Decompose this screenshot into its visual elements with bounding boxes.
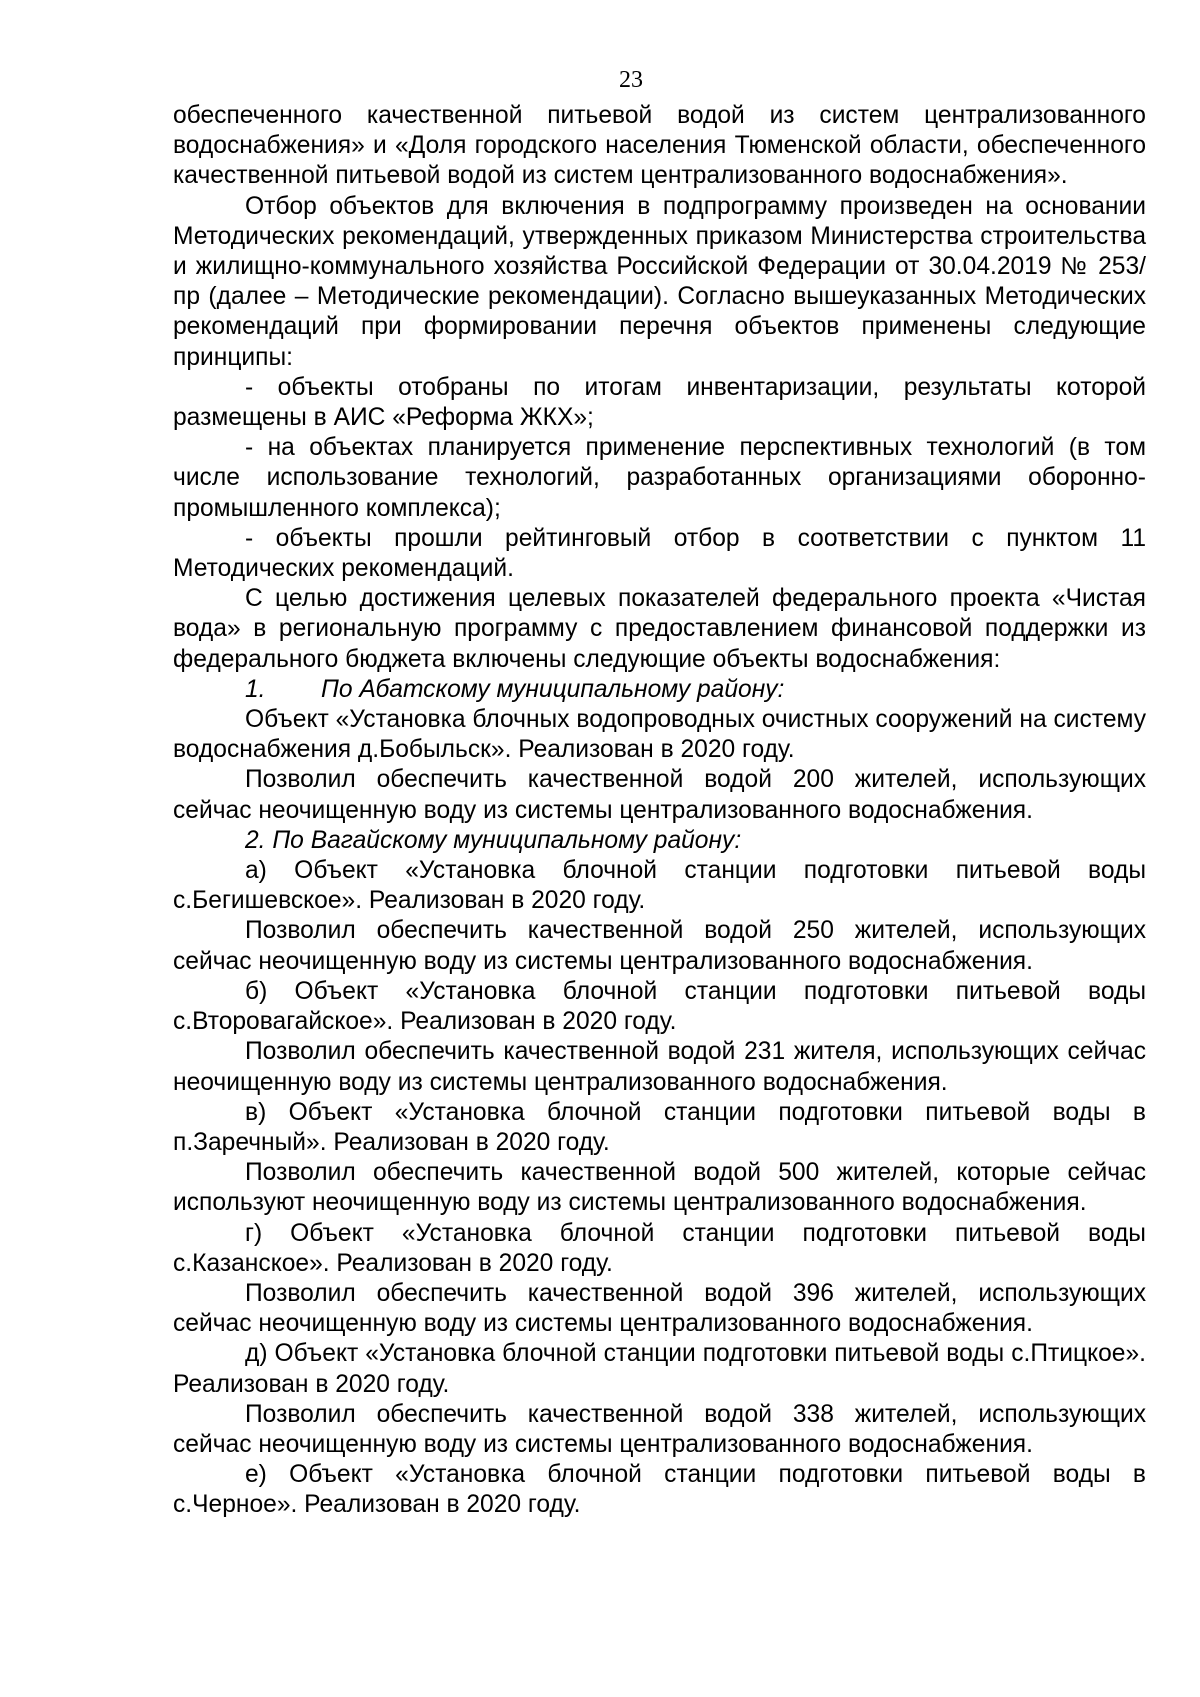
district-heading: По Вагайскому муниципальному району:	[272, 826, 742, 854]
list-number: 1.	[245, 675, 266, 703]
paragraph: Позволил обеспечить качественной водой 396 жителей, использующих сейчас неочищенную воду из системы централизованного водоснабжения.	[173, 1279, 1146, 1338]
paragraph: а) Объект «Установка блочной станции подготовки питьевой воды с.Бегишевское». Реализован в 2020 году.	[173, 857, 1146, 915]
paragraph: б) Объект «Установка блочной станции подготовки питьевой воды с.Второвагайское». Реализован в 2020 году.	[173, 977, 1146, 1036]
list-bullet-paragraph: - на объектах планируется применение перспективных технологий (в том числе использование технологий, разработанных организациями оборонно-промышленного комплекса);	[173, 434, 1146, 522]
page-number: 23	[619, 67, 643, 93]
paragraph: Позволил обеспечить качественной водой 200 жителей, использующих сейчас неочищенную воду из системы централизованного водоснабжения.	[173, 766, 1146, 824]
paragraph: г) Объект «Установка блочной станции подготовки питьевой воды с.Казанское». Реализован в 2020 году.	[173, 1219, 1146, 1277]
list-bullet-paragraph: - объекты отобраны по итогам инвентаризации, результаты которой размещены в АИС «Реформа ЖКХ»;	[173, 373, 1146, 432]
paragraph: е) Объект «Установка блочной станции подготовки питьевой воды в с.Черное». Реализован в 2020 году.	[173, 1461, 1146, 1519]
paragraph: Объект «Установка блочных водопроводных очистных сооружений на систему водоснабжения д.Бобыльск». Реализован в 2020 году.	[173, 706, 1146, 764]
paragraph: в) Объект «Установка блочной станции подготовки питьевой воды в п.Заречный». Реализован в 2020 году.	[173, 1098, 1146, 1156]
paragraph: Позволил обеспечить качественной водой 250 жителей, использующих сейчас неочищенную воду из системы централизованного водоснабжения.	[173, 917, 1146, 975]
document-body	[173, 101, 1146, 1521]
paragraph: Позволил обеспечить качественной водой 338 жителей, использующих сейчас неочищенную воду из системы централизованного водоснабжения.	[173, 1400, 1146, 1458]
district-heading: По Абатскому муниципальному району:	[321, 675, 785, 703]
paragraph: Позволил обеспечить качественной водой 231 жителя, использующих сейчас неочищенную воду из системы централизованного водоснабжения.	[173, 1038, 1146, 1096]
numbered-heading	[173, 826, 1146, 856]
paragraph: Позволил обеспечить качественной водой 500 жителей, которые сейчас используют неочищенную воду из системы централизованного водоснабжения.	[173, 1159, 1146, 1217]
list-number: 2.	[245, 826, 266, 854]
paragraph: обеспеченного качественной питьевой водой из систем централизованного водоснабжения» и «Доля городского населения Тюменской области, обеспеченного качественной питьевой водой из систем централизованного водоснабжения».	[173, 102, 1146, 190]
paragraph: Отбор объектов для включения в подпрограмму произведен на основании Методических рекомендаций, утвержденных приказом Министерства строительства и жилищно-коммунального хозяйства Российской Федерации от 30.04.2019 № 253/пр (далее – Методические рекомендации). Согласно вышеуказанных Методических рекомендаций при формировании перечня объектов применены следующие принципы:	[173, 192, 1146, 371]
list-bullet-paragraph: - объекты прошли рейтинговый отбор в соответствии с пунктом 11 Методических рекомендаций.	[173, 524, 1146, 583]
paragraph: С целью достижения целевых показателей федерального проекта «Чистая вода» в региональную программу с предоставлением финансовой поддержки из федерального бюджета включены следующие объекты водоснабжения:	[173, 585, 1146, 673]
paragraph: д) Объект «Установка блочной станции подготовки питьевой воды с.Птицкое». Реализован в 2020 году.	[173, 1340, 1146, 1398]
numbered-heading	[173, 675, 1146, 705]
